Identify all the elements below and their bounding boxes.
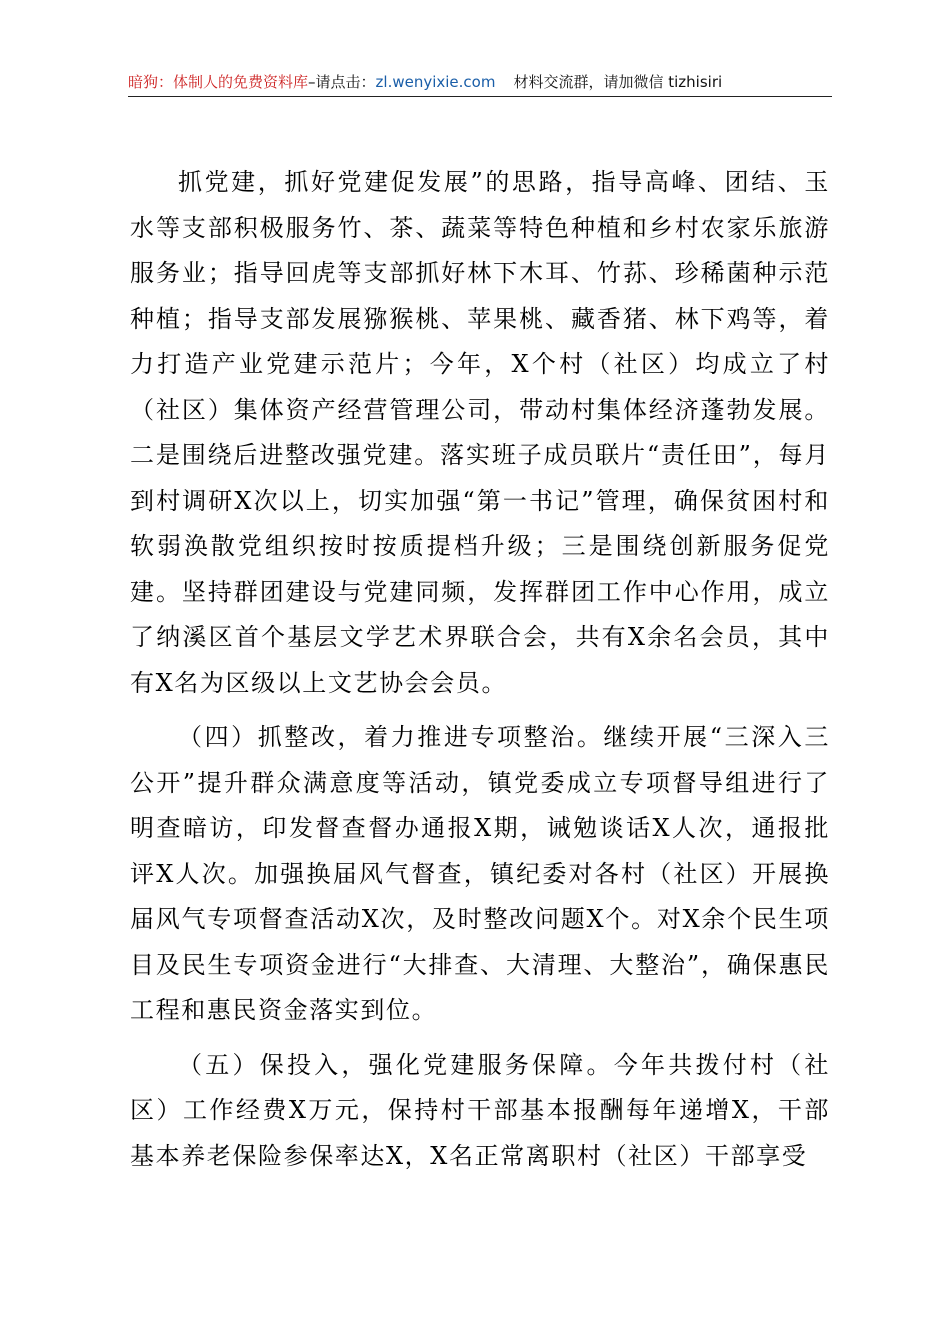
paragraph-2: （四）抓整改，着力推进专项整治。继续开展“三深入三公开”提升群众满意度等活动，镇党委成立专项督导组进行了明查暗访，印发督查督办通报X期，诫勉谈话X人次，通报批评X人次。加强换届风气督查，镇纪委对各村（社区）开展换届风气专项督查活动X次，及时整改问题X个。对X余个民生项目及民生专项资金进行“大排查、大清理、大整治”，确保惠民工程和惠民资金落实到位。 — [130, 723, 830, 1024]
paragraph-3: （五）保投入，强化党建服务保障。今年共拨付村（社区）工作经费X万元，保持村干部基本报酬每年递增X，干部基本养老保险参保率达X，X名正常离职村（社区）干部享受 — [130, 1050, 830, 1170]
page-header — [128, 70, 832, 94]
header-website-link[interactable]: zl.wenyixie.com — [375, 73, 496, 91]
header-contact-text: 材料交流群，请加微信 tizhisiri — [513, 73, 723, 91]
header-separator: –请点击： — [308, 73, 376, 91]
header-promo-text: 暗狗：体制人的免费资料库 — [128, 73, 309, 91]
header-divider — [128, 96, 832, 97]
document-body — [130, 160, 830, 1179]
paragraph-1: 抓党建，抓好党建促发展”的思路，指导高峰、团结、玉水等支部积极服务竹、茶、蔬菜等特色种植和乡村农家乐旅游服务业；指导回虎等支部抓好林下木耳、竹荪、珍稀菌种示范种植；指导支部发展猕猴桃、苹果桃、藏香猪、林下鸡等，着力打造产业党建示范片；今年，X个村（社区）均成立了村（社区）集体资产经营管理公司，带动村集体经济蓬勃发展。二是围绕后进整改强党建。落实班子成员联片“责任田”，每月到村调研X次以上，切实加强“第一书记”管理，确保贫困村和软弱涣散党组织按时按质提档升级；三是围绕创新服务促党建。坚持群团建设与党建同频，发挥群团工作中心作用，成立了纳溪区首个基层文学艺术界联合会，共有X余名会员，其中有X名为区级以上文艺协会会员。 — [130, 168, 830, 697]
